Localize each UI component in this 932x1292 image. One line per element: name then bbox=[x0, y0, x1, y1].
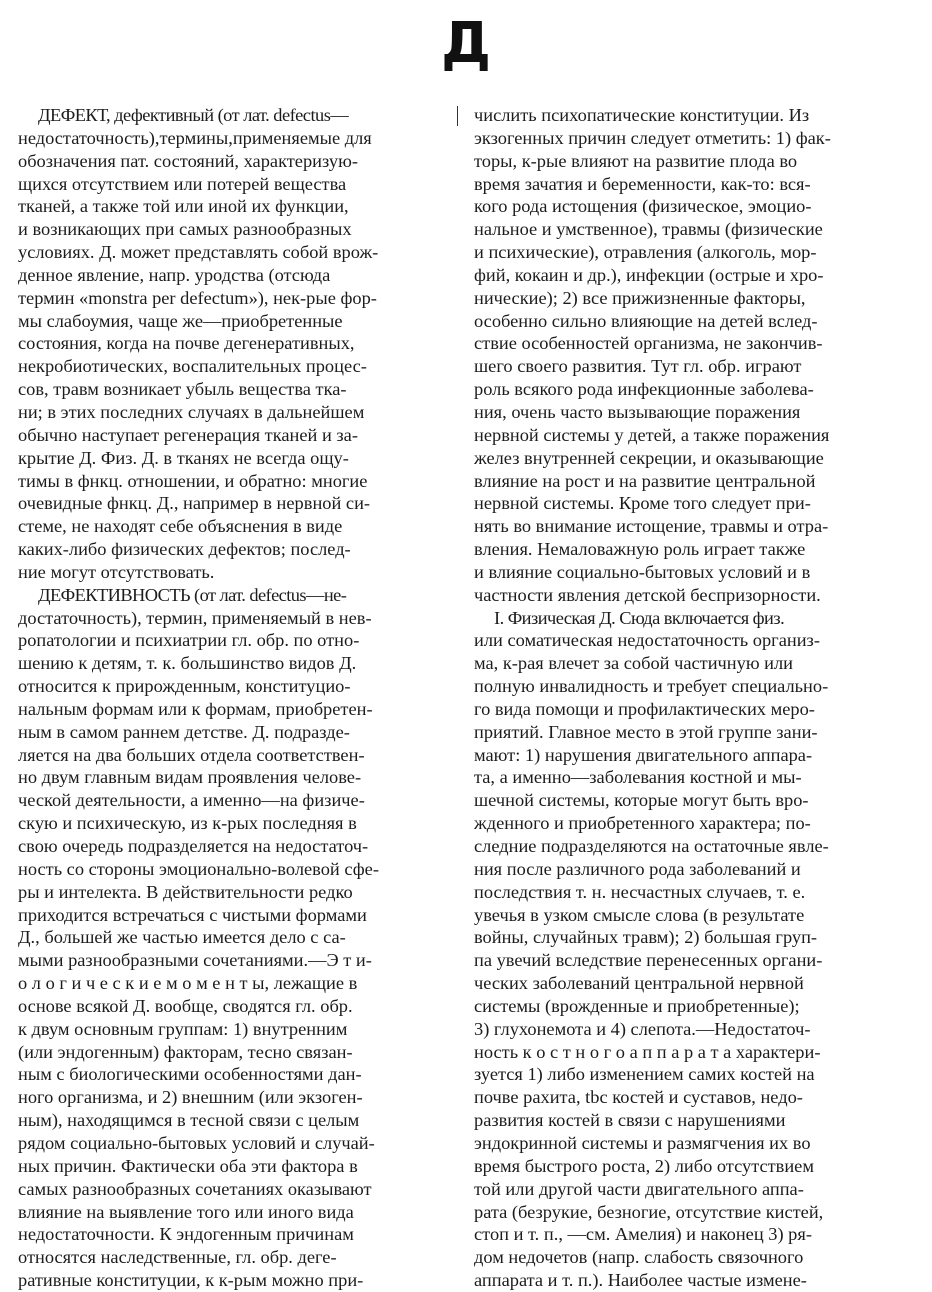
text-line: шению к детям, т. к. большинство видов Д. bbox=[18, 653, 357, 674]
text-line: влияние на рост и на развитие центральной bbox=[474, 470, 816, 491]
text-line: мы слабоумия, чаще же—приобретенные bbox=[18, 310, 343, 331]
right-text-column bbox=[474, 104, 916, 1292]
text-line: обозначения пат. состояний, характеризую- bbox=[18, 150, 358, 171]
text-line: к двум основным группам: 1) внутренним bbox=[18, 1018, 348, 1039]
text-line: щихся отсутствием или потерей вещества bbox=[18, 173, 347, 194]
text-line: особенно сильно влияющие на детей вслед- bbox=[474, 310, 818, 331]
text-line: ДЕФЕКТИВНОСТЬ (от лат. defectus—не- bbox=[38, 584, 347, 605]
text-line: недостаточности. К эндогенным причинам bbox=[18, 1224, 354, 1245]
text-line: (или эндогенным) факторам, тесно связан- bbox=[18, 1041, 353, 1062]
text-line: почве рахита, tbc костей и суставов, недо- bbox=[474, 1087, 803, 1108]
text-line: зуется 1) либо изменением самих костей на bbox=[474, 1064, 815, 1085]
text-line: самых разнообразных сочетаниях оказывают bbox=[18, 1178, 372, 1199]
text-line: ративные конституции, к к-рым можно при- bbox=[18, 1270, 364, 1291]
text-line: нические); 2) все прижизненные факторы, bbox=[474, 287, 806, 308]
text-line: стоп и т. п., —см. Амелия) и наконец 3) ря- bbox=[474, 1224, 812, 1245]
text-line: ни; в этих последних случаях в дальнейшем bbox=[18, 401, 365, 422]
text-line: некробиотических, воспалительных процес- bbox=[18, 356, 367, 377]
left-text-column bbox=[18, 104, 458, 1292]
text-line: ных причин. Фактически оба эти фактора в bbox=[18, 1155, 358, 1176]
text-line: ния, очень часто вызывающие поражения bbox=[474, 401, 801, 422]
text-line: фий, кокаин и др.), инфекции (острые и хро- bbox=[474, 264, 824, 285]
text-line: недостаточность),термины,применяемые для bbox=[18, 127, 372, 148]
text-line: нервной системы. Кроме того следует при- bbox=[474, 493, 811, 514]
text-line: очевидные фнкц. Д., например в нервной си- bbox=[18, 493, 371, 514]
text-line: обычно наступает регенерация тканей и за- bbox=[18, 424, 358, 445]
text-line: термин «monstra per defectum»), нек-рые фор- bbox=[18, 287, 377, 308]
text-line: эндокринной системы и размягчения их во bbox=[474, 1132, 811, 1153]
text-line: нальное и умственное), травмы (физические bbox=[474, 219, 823, 240]
text-line: увечья в узком смысле слова (в результате bbox=[474, 904, 805, 925]
section-letter-heading: Д bbox=[441, 11, 491, 76]
text-line: кого рода истощения (физическое, эмоцио- bbox=[474, 196, 812, 217]
text-line: шечной системы, которые могут быть вро- bbox=[474, 790, 809, 811]
text-line: ного организма, и 2) внешним (или экзоген- bbox=[18, 1087, 363, 1108]
text-line: ность к о с т н о г о а п п а р а т а характери- bbox=[474, 1041, 821, 1062]
text-line: жденного и приобретенного характера; по- bbox=[474, 813, 811, 834]
text-line: торы, к-рые влияют на развитие плода во bbox=[474, 150, 798, 171]
text-line: I. Физическая Д. Сюда включается физ. bbox=[494, 607, 785, 628]
text-line: но двум главным видам проявления челове- bbox=[18, 767, 362, 788]
text-line: желез внутренней секреции, и оказывающие bbox=[474, 447, 824, 468]
text-line: ры и интелекта. В действительности редко bbox=[18, 881, 353, 902]
text-line: приятий. Главное место в этой группе зани- bbox=[474, 721, 818, 742]
text-line: ропатологии и психиатрии гл. обр. по отно- bbox=[18, 630, 360, 651]
text-line: частности явления детской беспризорности. bbox=[474, 584, 821, 605]
text-line: ческих заболеваний центральной нервной bbox=[474, 973, 804, 994]
text-line: аппарата и т. п.). Наиболее частые измене- bbox=[474, 1270, 807, 1291]
text-line: тимы в фнкц. отношении, и обратно: многие bbox=[18, 470, 368, 491]
text-line: па увечий вследствие перенесенных органи- bbox=[474, 950, 823, 971]
text-line: той или другой части двигательного аппа- bbox=[474, 1178, 804, 1199]
text-line: достаточность), термин, применяемый в нев- bbox=[18, 607, 372, 628]
text-line: крытие Д. Физ. Д. в тканях не всегда ощу- bbox=[18, 447, 349, 468]
text-line: относятся наследственные, гл. обр. деге- bbox=[18, 1247, 337, 1268]
text-line: шего своего развития. Тут гл. обр. играют bbox=[474, 356, 802, 377]
text-line: системы (врожденные и приобретенные); bbox=[474, 995, 800, 1016]
text-line: нервной системы у детей, а также поражения bbox=[474, 424, 830, 445]
text-line: полную инвалидность и требует специально- bbox=[474, 676, 829, 697]
text-line: ляется на два больших отдела соответствен- bbox=[18, 744, 365, 765]
text-line: роль всякого рода инфекционные заболева- bbox=[474, 379, 814, 400]
text-line: ность со стороны эмоционально-волевой сфе- bbox=[18, 858, 379, 879]
text-line: условиях. Д. может представлять собой врож- bbox=[18, 242, 379, 263]
text-line: вления. Немаловажную роль играет также bbox=[474, 539, 806, 560]
text-line: го вида помощи и профилактических меро- bbox=[474, 698, 815, 719]
text-line: экзогенных причин следует отметить: 1) фак- bbox=[474, 127, 831, 148]
text-line: скую и психическую, из к-рых последняя в bbox=[18, 813, 357, 834]
text-line: следние подразделяются на остаточные явле- bbox=[474, 836, 829, 856]
text-line: сов, травм возникает убыль вещества тка- bbox=[18, 379, 347, 400]
text-line: основе всякой Д. вообще, сводятся гл. обр. bbox=[18, 995, 353, 1016]
text-line: нять во внимание истощение, травмы и отра- bbox=[474, 516, 829, 537]
text-line: нальным формам или к формам, приобретен- bbox=[18, 698, 373, 719]
text-line: каких-либо физических дефектов; послед- bbox=[18, 539, 351, 560]
text-line: влияние на выявление того или иного вида bbox=[18, 1201, 354, 1222]
text-line: время быстрого роста, 2) либо отсутствием bbox=[474, 1155, 814, 1176]
text-line: ние могут отсутствовать. bbox=[18, 561, 215, 582]
text-line: денное явление, напр. уродства (отсюда bbox=[18, 264, 331, 285]
text-line: ным с биологическими особенностями дан- bbox=[18, 1064, 362, 1085]
text-line: состояния, когда на почве дегенеративных, bbox=[18, 333, 355, 354]
text-line: дом недочетов (напр. слабость связочного bbox=[474, 1247, 804, 1268]
text-line: приходится встречаться с чистыми формами bbox=[18, 904, 367, 925]
text-line: мают: 1) нарушения двигательного аппара- bbox=[474, 744, 813, 765]
text-line: рядом социально-бытовых условий и случай- bbox=[18, 1132, 375, 1153]
text-line: ма, к-рая влечет за собой частичную или bbox=[474, 653, 794, 674]
text-line: ствие особенностей организма, не закончив- bbox=[474, 333, 823, 354]
text-line: и психические), отравления (алкоголь, мор- bbox=[474, 242, 817, 263]
text-line: тканей, а также той или иной их функции, bbox=[18, 196, 349, 217]
text-line: ния после различного рода заболеваний и bbox=[474, 858, 801, 879]
text-line: ным в самом раннем детстве. Д. подразде- bbox=[18, 721, 350, 742]
text-line: последствия т. н. несчастных случаев, т. е. bbox=[474, 881, 806, 902]
text-line: 3) глухонемота и 4) слепота.—Недостаточ- bbox=[474, 1018, 811, 1039]
text-line: мыми разнообразными сочетаниями.—Э т и- bbox=[18, 950, 372, 971]
text-line: ным), находящимся в тесной связи с целым bbox=[18, 1110, 360, 1131]
text-line: ДЕФЕКТ, дефективный (от лат. defectus— bbox=[38, 105, 349, 125]
text-line: развития костей в связи с нарушениями bbox=[474, 1110, 786, 1131]
text-line: ческой деятельности, а именно—на физиче- bbox=[18, 790, 365, 811]
text-line: стеме, не находят себе объяснения в виде bbox=[18, 516, 343, 537]
text-line: время зачатия и беременности, как-то: вся- bbox=[474, 173, 811, 194]
text-line: о л о г и ч е с к и е м о м е н т ы, лежащие в bbox=[18, 973, 358, 994]
text-line: рата (безрукие, безногие, отсутствие кистей, bbox=[474, 1201, 824, 1222]
text-line: Д., большей же частью имеется дело с са- bbox=[18, 927, 346, 948]
text-line: свою очередь подразделяется на недостаточ- bbox=[18, 836, 369, 856]
text-line: та, а именно—заболевания костной и мы- bbox=[474, 767, 802, 788]
text-line: и влияние социально-бытовых условий и в bbox=[474, 561, 811, 582]
text-line: числить психопатические конституции. Из bbox=[474, 105, 810, 125]
text-line: и возникающих при самых разнообразных bbox=[18, 219, 352, 240]
text-line: войны, случайных травм); 2) большая груп- bbox=[474, 927, 818, 948]
text-line: относится к прирожденным, конституцио- bbox=[18, 676, 351, 697]
text-line: или соматическая недостаточность организ- bbox=[474, 630, 820, 651]
